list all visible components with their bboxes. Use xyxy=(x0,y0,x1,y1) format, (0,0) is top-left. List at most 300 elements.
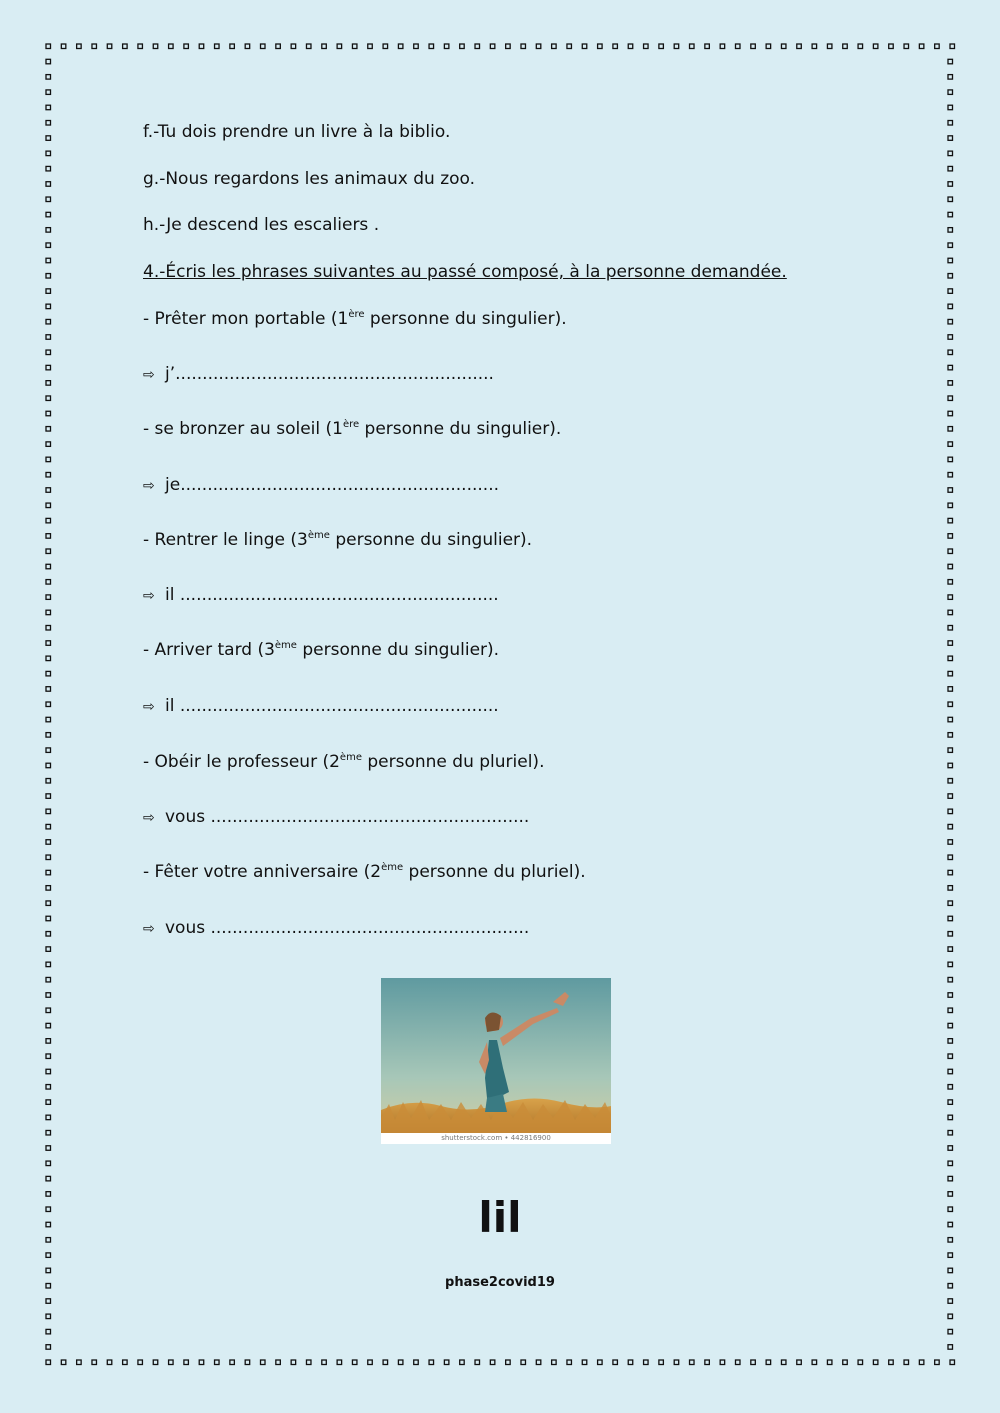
border-square xyxy=(46,1329,51,1334)
border-square xyxy=(948,763,953,768)
border-square xyxy=(948,656,953,661)
border-square xyxy=(644,44,649,49)
border-square xyxy=(674,44,679,49)
border-square xyxy=(812,44,817,49)
border-square xyxy=(552,44,557,49)
border-square xyxy=(245,1360,250,1365)
border-square xyxy=(827,44,832,49)
exercise-item-4: - Arriver tard (3ème personne du singulier). xyxy=(143,640,500,660)
border-square xyxy=(46,886,51,891)
border-square xyxy=(46,687,51,692)
border-square xyxy=(948,1207,953,1212)
border-square xyxy=(948,1345,953,1350)
border-square xyxy=(948,977,953,982)
border-square xyxy=(948,1268,953,1273)
border-square xyxy=(948,1100,953,1105)
border-square xyxy=(948,304,953,309)
border-square xyxy=(46,1008,51,1013)
border-square xyxy=(948,1115,953,1120)
border-square xyxy=(766,1360,771,1365)
arrow-right-icon: ⇨ xyxy=(143,367,155,383)
photo-caption: shutterstock.com • 442816900 xyxy=(381,1133,611,1144)
border-square xyxy=(291,1360,296,1365)
border-square xyxy=(46,212,51,217)
border-square xyxy=(919,44,924,49)
border-square xyxy=(46,59,51,64)
border-square xyxy=(948,1329,953,1334)
exercise-item-5: - Obéir le professeur (2ème personne du pluriel). xyxy=(143,752,545,772)
border-square xyxy=(414,1360,419,1365)
border-square xyxy=(659,44,664,49)
border-square xyxy=(46,870,51,875)
border-square xyxy=(536,44,541,49)
border-square xyxy=(490,44,495,49)
border-square xyxy=(46,365,51,370)
border-square xyxy=(475,44,480,49)
border-square xyxy=(46,748,51,753)
border-square xyxy=(948,1299,953,1304)
border-square xyxy=(948,1008,953,1013)
border-square xyxy=(46,44,51,49)
border-square xyxy=(46,90,51,95)
border-square xyxy=(948,962,953,967)
border-square xyxy=(751,44,756,49)
border-square xyxy=(46,580,51,585)
border-square xyxy=(46,197,51,202)
border-square xyxy=(948,518,953,523)
border-square xyxy=(46,182,51,187)
border-square xyxy=(948,610,953,615)
border-square xyxy=(352,44,357,49)
border-square xyxy=(948,503,953,508)
border-square xyxy=(429,44,434,49)
border-square xyxy=(948,90,953,95)
border-square xyxy=(46,105,51,110)
border-square xyxy=(948,1222,953,1227)
border-square xyxy=(948,1238,953,1243)
border-square xyxy=(690,44,695,49)
border-square xyxy=(46,411,51,416)
border-square xyxy=(567,44,572,49)
border-square xyxy=(475,1360,480,1365)
border-square xyxy=(948,794,953,799)
border-square xyxy=(46,1023,51,1028)
border-square xyxy=(948,166,953,171)
border-square xyxy=(948,947,953,952)
border-square xyxy=(153,44,158,49)
border-square xyxy=(582,1360,587,1365)
exercise-item-3: - Rentrer le linge (3ème personne du singulier). xyxy=(143,530,533,550)
border-square xyxy=(46,1085,51,1090)
sentence-g: g.-Nous regardons les animaux du zoo. xyxy=(143,169,476,189)
border-square xyxy=(46,625,51,630)
border-square xyxy=(77,1360,82,1365)
border-square xyxy=(948,1130,953,1135)
border-square xyxy=(46,549,51,554)
border-square xyxy=(751,1360,756,1365)
answer-line-4[interactable]: ⇨ il ........................................................... xyxy=(143,696,499,716)
border-square xyxy=(352,1360,357,1365)
border-square xyxy=(169,44,174,49)
border-square xyxy=(506,1360,511,1365)
border-square xyxy=(950,1360,955,1365)
border-square xyxy=(261,44,266,49)
border-square xyxy=(935,44,940,49)
answer-line-6[interactable]: ⇨ vous ........................................................... xyxy=(143,918,530,938)
border-square xyxy=(46,1100,51,1105)
border-square xyxy=(948,411,953,416)
border-square xyxy=(199,1360,204,1365)
answer-line-2[interactable]: ⇨ je........................................................... xyxy=(143,475,500,495)
border-square xyxy=(46,1299,51,1304)
border-square xyxy=(291,44,296,49)
border-square xyxy=(948,748,953,753)
border-square xyxy=(215,1360,220,1365)
border-square xyxy=(46,671,51,676)
border-square xyxy=(948,319,953,324)
border-square xyxy=(46,1054,51,1059)
border-square xyxy=(598,44,603,49)
border-square xyxy=(92,44,97,49)
border-square xyxy=(705,1360,710,1365)
exercise-item-1: - Prêter mon portable (1ère personne du singulier). xyxy=(143,309,567,329)
footer-text: phase2covid19 xyxy=(445,1275,555,1290)
border-square xyxy=(46,641,51,646)
border-square xyxy=(46,228,51,233)
border-square xyxy=(948,580,953,585)
border-square xyxy=(948,274,953,279)
border-square xyxy=(46,427,51,432)
answer-line-5[interactable]: ⇨ vous ........................................................... xyxy=(143,807,530,827)
border-square xyxy=(674,1360,679,1365)
border-square xyxy=(720,44,725,49)
border-square xyxy=(46,564,51,569)
border-square xyxy=(92,1360,97,1365)
border-square xyxy=(215,44,220,49)
border-square xyxy=(948,733,953,738)
border-square xyxy=(46,1207,51,1212)
border-square xyxy=(948,182,953,187)
border-square xyxy=(153,1360,158,1365)
border-square xyxy=(46,916,51,921)
border-square xyxy=(46,717,51,722)
border-square xyxy=(245,44,250,49)
border-square xyxy=(827,1360,832,1365)
border-square xyxy=(46,1161,51,1166)
border-square xyxy=(46,733,51,738)
border-square xyxy=(948,886,953,891)
border-square xyxy=(948,1253,953,1258)
border-square xyxy=(552,1360,557,1365)
border-square xyxy=(948,59,953,64)
border-square xyxy=(766,44,771,49)
border-square xyxy=(948,136,953,141)
lil-logo: lil xyxy=(478,1193,522,1242)
border-square xyxy=(948,365,953,370)
border-square xyxy=(306,1360,311,1365)
border-square xyxy=(567,1360,572,1365)
border-square xyxy=(948,289,953,294)
border-square xyxy=(490,1360,495,1365)
border-square xyxy=(414,44,419,49)
border-square xyxy=(948,916,953,921)
border-square xyxy=(705,44,710,49)
border-square xyxy=(948,1176,953,1181)
border-square xyxy=(46,289,51,294)
border-square xyxy=(948,595,953,600)
border-square xyxy=(46,1192,51,1197)
border-square xyxy=(948,442,953,447)
border-square xyxy=(184,44,189,49)
border-square xyxy=(46,243,51,248)
border-square xyxy=(46,763,51,768)
border-square xyxy=(46,472,51,477)
border-square xyxy=(506,44,511,49)
border-square xyxy=(322,1360,327,1365)
border-square xyxy=(46,1268,51,1273)
border-square xyxy=(276,1360,281,1365)
border-square xyxy=(61,44,66,49)
border-square xyxy=(904,44,909,49)
border-square xyxy=(843,44,848,49)
border-square xyxy=(948,824,953,829)
border-square xyxy=(46,319,51,324)
border-square xyxy=(735,1360,740,1365)
border-square xyxy=(46,809,51,814)
arrow-right-icon: ⇨ xyxy=(143,810,155,826)
border-square xyxy=(948,840,953,845)
border-square xyxy=(123,1360,128,1365)
arrow-right-icon: ⇨ xyxy=(143,478,155,494)
exercise-title: 4.-Écris les phrases suivantes au passé composé, à la personne demandée. xyxy=(143,262,787,282)
border-square xyxy=(948,457,953,462)
border-square xyxy=(46,488,51,493)
border-square xyxy=(383,44,388,49)
border-square xyxy=(46,534,51,539)
border-square xyxy=(948,228,953,233)
border-square xyxy=(582,44,587,49)
border-square xyxy=(690,1360,695,1365)
border-square xyxy=(613,44,618,49)
border-square xyxy=(46,1283,51,1288)
exercise-item-6: - Fêter votre anniversaire (2ème personne du pluriel). xyxy=(143,862,586,882)
border-square xyxy=(797,44,802,49)
border-square xyxy=(46,1069,51,1074)
border-square xyxy=(598,1360,603,1365)
border-square xyxy=(230,1360,235,1365)
border-square xyxy=(46,932,51,937)
border-square xyxy=(948,212,953,217)
border-square xyxy=(948,534,953,539)
answer-line-1[interactable]: ⇨ j’........................................................... xyxy=(143,364,494,384)
border-square xyxy=(948,381,953,386)
border-square xyxy=(858,1360,863,1365)
border-square xyxy=(873,44,878,49)
border-square xyxy=(628,1360,633,1365)
border-square xyxy=(46,442,51,447)
border-square xyxy=(948,625,953,630)
border-square xyxy=(460,44,465,49)
border-square xyxy=(276,44,281,49)
border-square xyxy=(948,243,953,248)
border-square xyxy=(107,44,112,49)
border-square xyxy=(46,1314,51,1319)
border-square xyxy=(46,824,51,829)
border-square xyxy=(843,1360,848,1365)
border-square xyxy=(948,121,953,126)
border-square xyxy=(460,1360,465,1365)
border-square xyxy=(948,1054,953,1059)
border-square xyxy=(948,197,953,202)
border-square xyxy=(306,44,311,49)
border-square xyxy=(46,947,51,952)
border-square xyxy=(398,1360,403,1365)
border-square xyxy=(948,671,953,676)
border-square xyxy=(46,901,51,906)
border-square xyxy=(46,350,51,355)
border-square xyxy=(919,1360,924,1365)
border-square xyxy=(948,855,953,860)
border-square xyxy=(858,44,863,49)
border-square xyxy=(261,1360,266,1365)
border-square xyxy=(46,1176,51,1181)
border-square xyxy=(46,1146,51,1151)
border-square xyxy=(46,595,51,600)
border-square xyxy=(889,1360,894,1365)
border-square xyxy=(46,503,51,508)
border-square xyxy=(948,151,953,156)
border-square xyxy=(948,1192,953,1197)
woman-in-field-photo xyxy=(381,978,611,1144)
border-square xyxy=(521,44,526,49)
border-square xyxy=(46,962,51,967)
border-square xyxy=(46,381,51,386)
border-square xyxy=(720,1360,725,1365)
border-square xyxy=(948,993,953,998)
border-square xyxy=(948,488,953,493)
border-square xyxy=(123,44,128,49)
border-square xyxy=(368,1360,373,1365)
border-square xyxy=(948,472,953,477)
answer-line-3[interactable]: ⇨ il ........................................................... xyxy=(143,585,499,605)
border-square xyxy=(812,1360,817,1365)
border-square xyxy=(46,855,51,860)
border-square xyxy=(797,1360,802,1365)
border-square xyxy=(46,610,51,615)
arrow-right-icon: ⇨ xyxy=(143,699,155,715)
border-square xyxy=(889,44,894,49)
border-square xyxy=(46,166,51,171)
border-square xyxy=(138,44,143,49)
border-square xyxy=(948,702,953,707)
border-square xyxy=(948,870,953,875)
border-square xyxy=(230,44,235,49)
border-square xyxy=(322,44,327,49)
border-square xyxy=(46,304,51,309)
border-square xyxy=(948,901,953,906)
border-square xyxy=(46,136,51,141)
border-square xyxy=(46,702,51,707)
border-square xyxy=(948,427,953,432)
border-square xyxy=(46,258,51,263)
border-square xyxy=(46,779,51,784)
border-square xyxy=(613,1360,618,1365)
border-square xyxy=(948,549,953,554)
border-square xyxy=(948,335,953,340)
border-square xyxy=(948,717,953,722)
border-square xyxy=(46,840,51,845)
border-square xyxy=(948,1085,953,1090)
border-square xyxy=(873,1360,878,1365)
border-square xyxy=(948,1039,953,1044)
border-square xyxy=(46,121,51,126)
border-square xyxy=(948,1283,953,1288)
border-square xyxy=(169,1360,174,1365)
border-square xyxy=(46,518,51,523)
border-square xyxy=(46,1115,51,1120)
border-square xyxy=(46,977,51,982)
border-square xyxy=(337,1360,342,1365)
border-square xyxy=(948,1161,953,1166)
border-square xyxy=(948,687,953,692)
border-square xyxy=(948,1146,953,1151)
border-square xyxy=(948,105,953,110)
border-square xyxy=(948,75,953,80)
border-square xyxy=(429,1360,434,1365)
border-square xyxy=(948,932,953,937)
border-square xyxy=(781,44,786,49)
border-square xyxy=(444,1360,449,1365)
border-square xyxy=(46,1253,51,1258)
border-square xyxy=(950,44,955,49)
border-square xyxy=(948,1069,953,1074)
border-square xyxy=(948,809,953,814)
arrow-right-icon: ⇨ xyxy=(143,921,155,937)
border-square xyxy=(46,1360,51,1365)
border-square xyxy=(46,656,51,661)
border-square xyxy=(659,1360,664,1365)
border-square xyxy=(948,641,953,646)
border-square xyxy=(948,564,953,569)
border-square xyxy=(948,350,953,355)
border-square xyxy=(781,1360,786,1365)
border-square xyxy=(735,44,740,49)
border-square xyxy=(61,1360,66,1365)
border-square xyxy=(536,1360,541,1365)
border-square xyxy=(948,779,953,784)
border-square xyxy=(337,44,342,49)
border-square xyxy=(948,1314,953,1319)
border-square xyxy=(948,258,953,263)
border-square xyxy=(46,794,51,799)
border-square xyxy=(398,44,403,49)
photo-illustration xyxy=(381,978,611,1144)
border-square xyxy=(948,1023,953,1028)
border-square xyxy=(46,396,51,401)
border-square xyxy=(521,1360,526,1365)
border-square xyxy=(628,44,633,49)
sentence-h: h.-Je descend les escaliers . xyxy=(143,215,380,235)
border-square xyxy=(644,1360,649,1365)
border-square xyxy=(46,1222,51,1227)
border-square xyxy=(444,44,449,49)
border-square xyxy=(46,993,51,998)
border-square xyxy=(46,1238,51,1243)
exercise-item-2: - se bronzer au soleil (1ère personne du singulier). xyxy=(143,419,562,439)
border-square xyxy=(199,44,204,49)
border-square xyxy=(107,1360,112,1365)
border-square xyxy=(77,44,82,49)
